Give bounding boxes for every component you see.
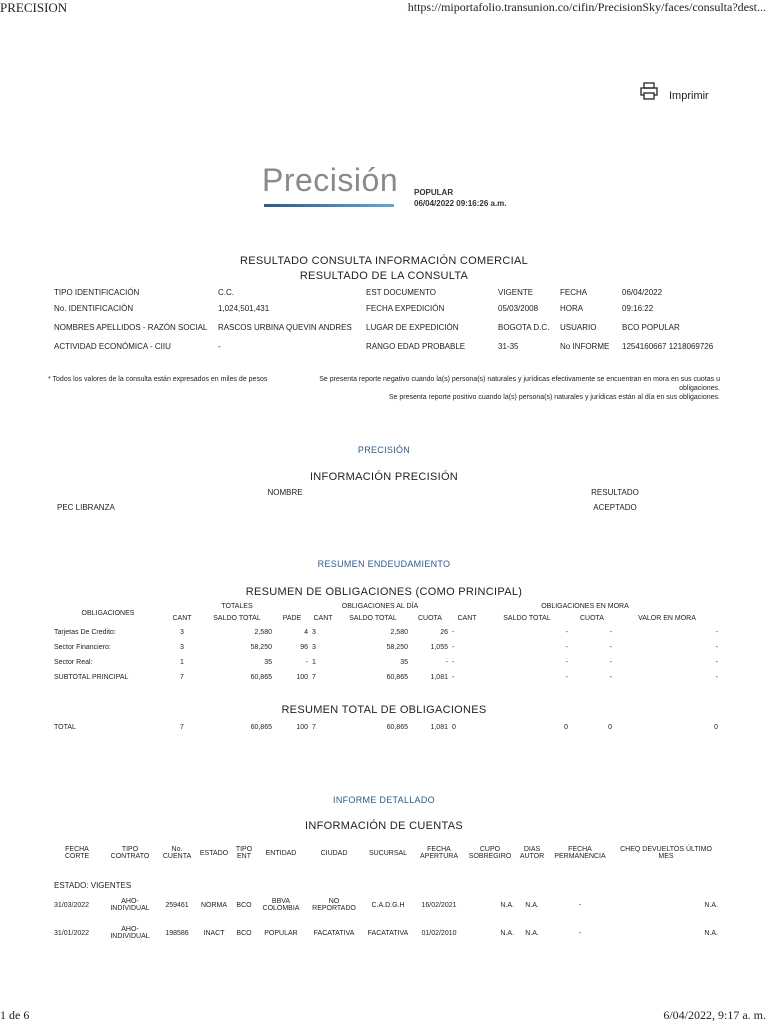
result-value: 09:16:22 (622, 303, 654, 313)
cell: 0 (564, 723, 568, 731)
cell: - (715, 629, 718, 636)
row-label: Tarjetas De Credito: (54, 629, 116, 636)
cell: 60,865 (386, 723, 408, 731)
row-label: SUBTOTAL PRINCIPAL (54, 674, 129, 681)
col-header: CUOTA (580, 614, 604, 622)
table-row (52, 655, 720, 670)
cell: - (452, 659, 455, 666)
result-label: FECHA EXPEDICIÓN (366, 303, 445, 313)
table-row (52, 720, 720, 734)
table-row (52, 284, 724, 300)
cell: - (565, 659, 568, 666)
cell: 1,055 (430, 644, 448, 651)
result-value: BCO POPULAR (622, 322, 680, 332)
result-value: - (218, 341, 221, 351)
cell: 3 (180, 629, 184, 636)
table-row (52, 892, 720, 918)
cell: - (609, 674, 612, 681)
table-row (52, 870, 720, 892)
cell: 7 (180, 723, 184, 731)
cell: 01/02/2010 (421, 929, 457, 937)
entity-datetime: 06/04/2022 09:16:26 a.m. (414, 199, 507, 208)
cell: 96 (300, 644, 308, 651)
col-header: ESTADO (199, 849, 229, 857)
cell: - (452, 674, 455, 681)
cell: 7 (312, 723, 316, 731)
total-obligations-table (52, 720, 720, 734)
cell: 60,865 (250, 723, 272, 731)
cell: 26 (440, 629, 448, 636)
cell: 198586 (165, 929, 189, 937)
precision-result: ACEPTADO (593, 503, 637, 512)
cell: 60,865 (386, 674, 408, 681)
result-label: NOMBRES APELLIDOS - RAZÓN SOCIAL (54, 322, 208, 332)
result-label: RANGO EDAD PROBABLE (366, 341, 466, 351)
cell: AHO-INDIVIDUAL (110, 926, 150, 940)
cell: - (452, 644, 455, 651)
result-label: EST DOCUMENTO (366, 287, 436, 297)
result-value: BOGOTA D.C. (498, 322, 550, 332)
col-header: ENTIDAD (265, 849, 297, 857)
obligations-table (52, 601, 720, 685)
cell: NO REPORTADO (312, 898, 356, 912)
cell: - (609, 659, 612, 666)
cell: 31/03/2022 (54, 901, 90, 909)
cell: 1 (180, 659, 184, 666)
cell: - (609, 629, 612, 636)
cell: - (715, 644, 718, 651)
cell: INACT (203, 929, 225, 937)
cell: 3 (312, 629, 316, 636)
result-label: LUGAR DE EXPEDICIÓN (366, 322, 459, 332)
col-header: SALDO TOTAL (503, 614, 551, 622)
cell: 0 (452, 723, 456, 731)
logo-underline (264, 204, 394, 207)
page-number: 1 de 6 (0, 1008, 30, 1022)
cell: - (565, 644, 568, 651)
result-label: TIPO IDENTIFICACIÓN (54, 287, 140, 297)
cell: - (565, 629, 568, 636)
group-vigentes: ESTADO: VIGENTES (54, 881, 132, 890)
cell: POPULAR (264, 929, 298, 937)
col-group-al-dia: OBLIGACIONES AL DÍA (341, 602, 419, 610)
cell: 60,865 (250, 674, 272, 681)
cell: 2,580 (254, 629, 272, 636)
cell: - (578, 901, 582, 909)
cell: AHO-INDIVIDUAL (110, 898, 150, 912)
result-value: 06/04/2022 (622, 287, 663, 297)
col-obligaciones: OBLIGACIONES (81, 609, 135, 617)
cell: - (715, 659, 718, 666)
result-value: VIGENTE (498, 287, 534, 297)
table-row (52, 316, 724, 338)
result-label: No. IDENTIFICACIÓN (54, 303, 134, 313)
precision-logo: Precisión (262, 162, 399, 198)
cell: 31/01/2022 (54, 929, 90, 937)
print-timestamp: 6/04/2022, 9:17 a. m. (663, 1008, 766, 1022)
print-label: Imprimir (669, 90, 709, 102)
section-precision: PRECISIÓN (357, 445, 411, 455)
cell: - (452, 629, 455, 636)
row-label: TOTAL (54, 723, 76, 731)
cell: 35 (400, 659, 408, 666)
cell: 58,250 (386, 644, 408, 651)
col-header: DIAS AUTOR (519, 846, 545, 860)
cell: - (445, 659, 448, 666)
printer-icon (640, 82, 658, 105)
cell: 3 (312, 644, 316, 651)
table-row (52, 625, 720, 640)
cell: 259461 (165, 901, 189, 909)
entity-name: POPULAR (414, 188, 454, 197)
col-resultado: RESULTADO (591, 488, 639, 497)
col-header: CHEQ DEVUELTOS ÚLTIMO MES (620, 846, 712, 860)
cell: - (305, 659, 308, 666)
col-group-mora: OBLIGACIONES EN MORA (541, 602, 629, 610)
result-value: 1254160667 1218069726 (622, 341, 714, 351)
cell: 100 (296, 674, 308, 681)
col-header: SUCURSAL (368, 849, 408, 857)
cell: 58,250 (250, 644, 272, 651)
result-value: RASCOS URBINA QUEVIN ANDRES (218, 322, 352, 332)
col-header: FECHA APERTURA (420, 846, 458, 860)
col-header: VALOR EN MORA (638, 614, 696, 622)
note-negative-report: Se presenta reporte negativo cuando la(s) persona(s) naturales y jurídicas efectivamente se encuentran en mora en sus cuotas u obligaciones. (319, 376, 720, 392)
result-label: No INFORME (560, 341, 610, 351)
precision-title: INFORMACIÓN PRECISIÓN (309, 471, 459, 483)
col-header: FECHA CORTE (64, 846, 90, 860)
result-label: USUARIO (560, 322, 597, 332)
browser-title: PRECISION (0, 0, 68, 15)
cell: 35 (264, 659, 272, 666)
cell: - (715, 674, 718, 681)
cell: BCO (236, 901, 252, 909)
cell: 16/02/2021 (421, 901, 457, 909)
cell: N.A. (500, 901, 514, 909)
table-row (52, 836, 720, 870)
section-debt-summary: RESUMEN ENDEUDAMIENTO (317, 559, 451, 569)
browser-url[interactable]: https://miportafolio.transunion.co/cifin/PrecisionSky/faces/consulta?dest... (407, 0, 766, 14)
cell: FACATATIVA (367, 929, 409, 937)
col-header: CANT (172, 614, 192, 622)
cell: - (565, 674, 568, 681)
cell: NORMA (200, 901, 228, 909)
cell: N.A. (500, 929, 514, 937)
cell: 4 (304, 629, 308, 636)
cell: 1 (312, 659, 316, 666)
obligations-title: RESUMEN DE OBLIGACIONES (COMO PRINCIPAL) (245, 586, 523, 598)
row-label: Sector Financiero: (54, 644, 111, 651)
col-header: TIPO ENT (235, 846, 253, 860)
result-value: 05/03/2008 (498, 303, 539, 313)
result-table (52, 284, 724, 354)
cell: 0 (714, 723, 718, 731)
table-row (52, 670, 720, 685)
table-row (52, 601, 720, 611)
col-group-totales: TOTALES (221, 602, 253, 610)
result-title: RESULTADO CONSULTA INFORMACIÓN COMERCIAL (239, 255, 529, 267)
col-header: TIPO CONTRATO (110, 846, 150, 860)
cell: 100 (296, 723, 308, 731)
accounts-title: INFORMACIÓN DE CUENTAS (305, 820, 463, 832)
cell: C.A.D.G.H (371, 901, 405, 909)
cell: BCO (236, 929, 252, 937)
result-label: HORA (560, 303, 584, 313)
cell: 1,081 (430, 723, 448, 731)
cell: 3 (180, 644, 184, 651)
result-value: C.C. (218, 287, 234, 297)
note-positive-report: Se presenta reporte positivo cuando la(s) persona(s) naturales y jurídicas están al día en sus obligaciones. (388, 394, 720, 401)
col-header: CANT (457, 614, 477, 622)
col-header: CUPO SOBREGIRO (468, 846, 512, 860)
result-subtitle: RESULTADO DE LA CONSULTA (299, 270, 469, 282)
cell: N.A. (525, 929, 539, 937)
cell: 7 (312, 674, 316, 681)
col-header: FECHA PERMANENCIA (554, 846, 606, 860)
print-button[interactable] (640, 82, 714, 104)
cell: 0 (608, 723, 612, 731)
table-row (52, 918, 720, 948)
cell: - (578, 929, 582, 937)
table-row (52, 338, 724, 354)
section-detailed-report: INFORME DETALLADO (333, 795, 435, 805)
cell: 2,580 (390, 629, 408, 636)
result-label: FECHA (560, 287, 588, 297)
cell: 1,081 (430, 674, 448, 681)
cell: 7 (180, 674, 184, 681)
col-header: CANT (313, 614, 333, 622)
cell: N.A. (704, 901, 718, 909)
col-header: CIUDAD (320, 849, 348, 857)
table-row (52, 300, 724, 316)
cell: BBVA COLOMBIA (262, 898, 300, 912)
col-header: SALDO TOTAL (349, 614, 397, 622)
cell: - (609, 644, 612, 651)
row-label: Sector Real: (54, 659, 93, 666)
cell: N.A. (704, 929, 718, 937)
note-values-in-thousands: * Todos los valores de la consulta están expresados en miles de pesos (48, 376, 268, 383)
cell: N.A. (525, 901, 539, 909)
col-header: SALDO TOTAL (213, 614, 261, 622)
precision-name: PEC LIBRANZA (57, 503, 115, 512)
col-nombre: NOMBRE (267, 488, 303, 497)
result-value: 31-35 (498, 341, 519, 351)
col-header: No. CUENTA (162, 846, 192, 860)
col-header: CUOTA (418, 614, 442, 622)
total-obligations-title: RESUMEN TOTAL DE OBLIGACIONES (281, 704, 487, 716)
accounts-table (52, 836, 720, 948)
col-header: PADE (282, 614, 302, 622)
result-label: ACTIVIDAD ECONÓMICA - CIIU (54, 341, 171, 351)
cell: FACATATIVA (313, 929, 355, 937)
table-row (52, 640, 720, 655)
result-value: 1,024,501,431 (218, 303, 270, 313)
